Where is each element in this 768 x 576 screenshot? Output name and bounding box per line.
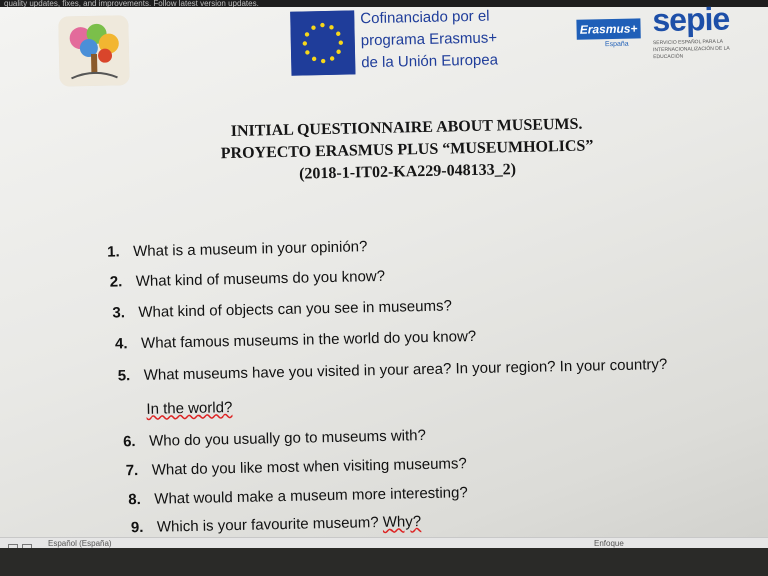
question-number: 2. xyxy=(109,273,123,291)
eu-flag-icon xyxy=(290,10,355,75)
focus-mode-button[interactable]: Enfoque xyxy=(594,539,624,548)
question-text: What do you like most when visiting museums? xyxy=(151,455,467,479)
question-text: What kind of museums do you know? xyxy=(135,267,386,291)
title-line-1: INITIAL QUESTIONNAIRE ABOUT MUSEUMS. xyxy=(230,115,583,141)
question-extra-text: Why? xyxy=(382,513,422,531)
question-number: 1. xyxy=(106,243,120,261)
sepie-logo xyxy=(652,0,743,62)
school-logo xyxy=(58,15,129,86)
question-text: What kind of objects can you see in museums? xyxy=(138,297,453,322)
question-item[interactable] xyxy=(112,297,452,321)
question-number: 8. xyxy=(128,490,142,509)
title-line-3: (2018-1-IT02-KA229-048133_2) xyxy=(298,161,517,183)
question-number: 5. xyxy=(117,367,131,385)
question-item[interactable] xyxy=(118,356,668,385)
question-text: What is a museum in your opinión? xyxy=(132,238,368,261)
erasmus-plus-logo xyxy=(576,10,641,49)
question-item[interactable] xyxy=(126,455,467,479)
question-number: 3. xyxy=(112,304,126,322)
question-text: What famous museums in the world do you know? xyxy=(140,327,477,352)
erasmus-country: España xyxy=(604,40,629,49)
tree-logo-icon xyxy=(58,15,129,86)
question-continuation-text: In the world? xyxy=(146,399,233,418)
question-number: 6. xyxy=(122,433,136,451)
monitor-bezel xyxy=(0,548,768,576)
eu-cofunding-text xyxy=(360,5,501,74)
question-text: What museums have you visited in your area? In your region? In your country? xyxy=(143,355,668,384)
erasmus-plus-label: Erasmus+ xyxy=(576,18,640,39)
sepie-subtitle: SERVICIO ESPAÑOL PARA LA INTERNACIONALIZACIÓN DE LA EDUCACIÓN xyxy=(652,38,730,61)
sepie-label: sepie xyxy=(652,0,730,39)
title-line-2: PROYECTO ERASMUS PLUS “MUSEUMHOLICS” xyxy=(220,137,594,163)
eu-text-line: programa Erasmus+ xyxy=(360,29,498,50)
question-number: 7. xyxy=(125,462,139,480)
question-item[interactable] xyxy=(110,268,386,291)
question-item[interactable] xyxy=(115,328,476,353)
question-number: 9. xyxy=(130,518,144,537)
question-item[interactable] xyxy=(128,484,468,508)
eu-text-line: de la Unión Europea xyxy=(361,51,499,72)
document-page xyxy=(40,0,768,537)
eu-text-line: Cofinanciado por el xyxy=(360,7,490,28)
question-text: Who do you usually go to museums with? xyxy=(148,427,427,450)
question-number: 4. xyxy=(114,335,128,353)
question-text: What would make a museum more interesting? xyxy=(154,484,468,508)
top-notification-text: quality updates, fixes, and improvements. Follow latest version updates. xyxy=(4,0,259,7)
document-title xyxy=(42,110,768,191)
question-item[interactable] xyxy=(107,238,368,260)
question-continuation[interactable] xyxy=(146,399,232,418)
question-text: Which is your favourite museum? xyxy=(156,514,379,536)
language-indicator[interactable]: Español (España) xyxy=(48,539,112,548)
question-item[interactable] xyxy=(123,427,426,450)
question-item[interactable] xyxy=(131,513,422,536)
